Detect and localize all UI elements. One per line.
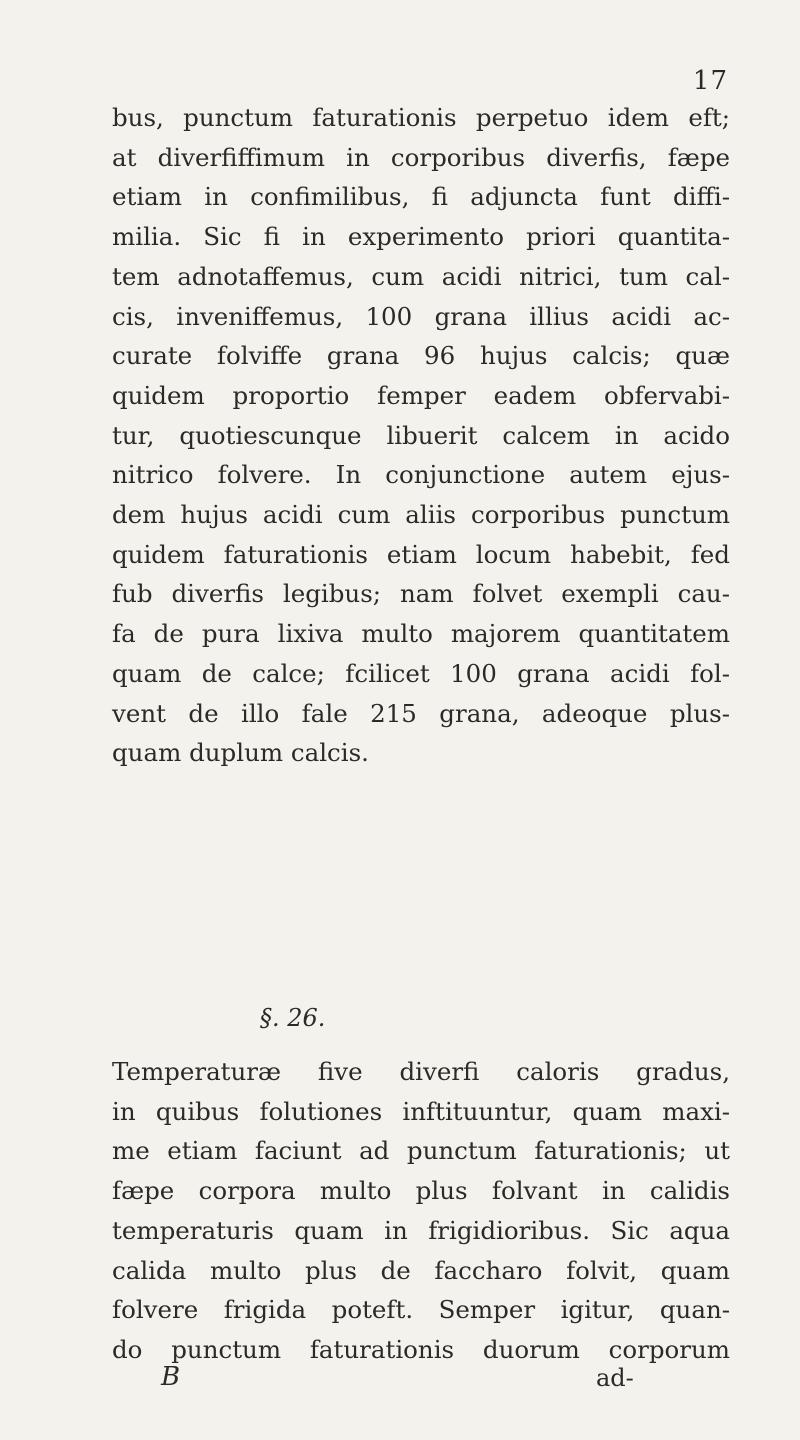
- text-line: calida multo plus de faccharo folvit, quam: [112, 1255, 730, 1285]
- signature-mark: B: [161, 1362, 181, 1392]
- text-line: nitrico folvere. In conjunctione autem ejus-: [112, 460, 730, 490]
- text-line: Temperaturæ five diverfi caloris gradus,: [112, 1057, 730, 1086]
- section-mark: §. 26.: [260, 1004, 326, 1032]
- paragraph-2: [112, 1052, 730, 1370]
- text-line: fæpe corpora multo plus folvant in calidis: [112, 1176, 730, 1206]
- text-line: milia. Sic fi in experimento priori quantita-: [112, 222, 730, 252]
- text-line: quam duplum calcis.: [112, 738, 369, 768]
- paragraph-1: [112, 98, 730, 773]
- text-line: me etiam faciunt ad punctum faturationis; ut: [112, 1136, 730, 1166]
- text-line: at diverfiffimum in corporibus diverfis, fæpe: [112, 142, 730, 172]
- text-line: temperaturis quam in frigidioribus. Sic aqua: [112, 1215, 730, 1245]
- text-line: etiam in confimilibus, fi adjuncta funt diffi-: [112, 182, 730, 212]
- text-line: bus, punctum faturationis perpetuo idem eft;: [112, 103, 730, 132]
- text-line: curate folviffe grana 96 hujus calcis; quæ: [112, 341, 730, 371]
- text-line: quidem faturationis etiam locum habebit, fed: [112, 539, 730, 569]
- text-line: in quibus folutiones inftituuntur, quam maxi-: [112, 1096, 730, 1126]
- text-line: quidem proportio femper eadem obfervabi-: [112, 380, 730, 410]
- catchword: ad-: [596, 1364, 634, 1392]
- text-line: cis, inveniffemus, 100 grana illius acidi ac-: [112, 301, 730, 331]
- page-number: 17: [692, 66, 728, 96]
- text-line: fub diverfis legibus; nam folvet exempli cau-: [112, 579, 730, 609]
- text-line: folvere frigida poteft. Semper igitur, quan-: [112, 1295, 730, 1325]
- text-line: quam de calce; fcilicet 100 grana acidi fol-: [112, 658, 730, 688]
- text-line: tem adnotaffemus, cum acidi nitrici, tum cal-: [112, 261, 730, 291]
- text-line: fa de pura lixiva multo majorem quantitatem: [112, 619, 730, 649]
- text-line: vent de illo fale 215 grana, adeoque plus-: [112, 698, 730, 728]
- text-line: tur, quotiescunque libuerit calcem in acido: [112, 420, 730, 450]
- text-line: dem hujus acidi cum aliis corporibus punctum: [112, 500, 730, 530]
- text-line: do punctum faturationis duorum corporum: [112, 1334, 730, 1364]
